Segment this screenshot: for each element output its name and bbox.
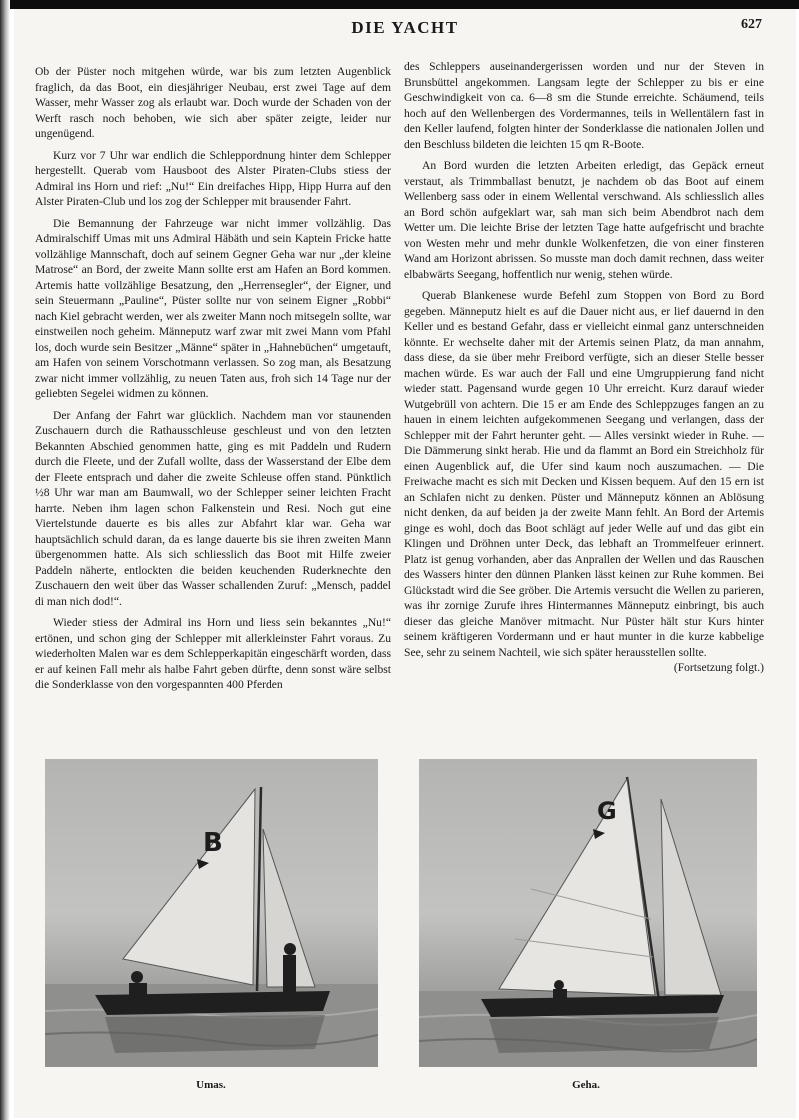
paragraph: Querab Blankenese wurde Befehl zum Stoppen von Bord zu Bord gegeben. Männeputz hielt es auf die Dauer nicht aus, er lief dauernd in den Keller und es bestand Gefahr, dass er vielleicht einmal ganz unterschneiden könnte. Er wechselte daher mit der Artemis seinen Platz, da man annahm, dass diese, da sie über mehr Freibord verfügte, sich an dieser Stelle besser machen würde. Es war auch der Fall und eine Umgruppierung fand nicht wieder statt. Pagensand wurde gegen 10 Uhr erreicht. Kurz darauf wieder Wutgebrüll von achtern. Die 15 er am Ende des Schleppzuges fangen an zu hauen in einem leichten aufgekommenen Seegang und verlangen, dass der Schlepper mit der Fahrt herunter geht. — Alles versinkt wieder in Ruhe. — Die Dämmerung sinkt herab. Hie und da flammt an Bord ein Streichholz für einen Augenblick auf, die Ufer sind kaum noch auszumachen. — Die Freiwache macht es sich mit Decken und Kissen bequem. Auf den 15 ern ist an Schlafen nicht zu denken. Püster und Männeputz können an Ablösung nicht denken, da auf beiden ja der zweite Mann fehlt. An Bord der Artemis ginge es wohl, doch das Boot schlägt auf jeder Welle auf und das gibt ein Klingen und Dröhnen unter Deck, das lebhaft an Trommelfeuer erinnert. Platz ist genug vorhanden, aber das Anprallen der Wellen und das Rauschen des Wassers hinter den dünnen Planken lässt keinen zur Ruhe kommen. Bei Glückstadt wird die See gröber. Die Artemis versucht die Wellen zu parieren, was ihr zornige Zurufe ihres Hintermannes Männeputz einbringt, bis auch dieser das gleiche Manöver mitmacht. Nur Püster hält stur Kurs hinter seinem kräftigeren Vordermann und er haut munter in die kurze kabbelige See, sehr zu seinem Nachteil, wie sich später herausstellen sollte. [404, 289, 764, 659]
paragraph: Ob der Püster noch mitgehen würde, war bis zum letzten Augenblick fraglich, da das Boot, ein diesjähriger Neubau, erst zwei Tage auf dem Wasser, mehr Wasser zog als erlaubt war. Doch wurde der Schaden von der Werft rasch noch behoben, wie sich aber später zeigte, leider nur ungenügend. [35, 65, 391, 140]
paragraph: des Schleppers auseinandergerissen worden und nur der Steven in Brunsbüttel angekommen. Langsam legte der Schlepper zu bis er eine Geschwindigkeit von ca. 6—8 sm die Stunde erreichte. Schäumend, teils hoch auf den Wellenbergen des Vordermannes, teils in Wellentälern fast in den Keller laufend, folgten hinter der Sonderklasse die nationalen Jollen und den Beschluss bildeten die leichten 15 qm R-Boote. [404, 60, 764, 151]
sailboat-photo [45, 759, 378, 1067]
sail-letter: G [597, 797, 617, 825]
paragraph: An Bord wurden die letzten Arbeiten erledigt, das Gepäck erneut verstaut, als Trimmballast benutzt, je nachdem ob das Boot auf einem Wellenberg sass oder in einem Wellental verschwand. Als schliesslich alles an Bord schön aufgeklart war, sah man sich beim Abendbrot nach dem Wetter um. Die leichte Brise der letzten Tage hatte aufgefrischt und brachte von Westen mehr und mehr dunkle Wolkenfetzen, die von einer finsteren Wand am Horizont abrissen. So musste man doch damit rechnen, dass weiter elbabwärts Seegang, hoffentlich nur wenig, stehen würde. [404, 159, 764, 281]
paragraph: Der Anfang der Fahrt war glücklich. Nachdem man vor staunenden Zuschauern durch die Rathausschleuse geschleust und von den letzten Bekannten Abschied genommen hatte, ging es mit Paddeln und Rudern durch die Fleete, und der Zufall wollte, dass der Wasserstand der Elbe dem der Fleete entsprach und daher die zweite Schleuse offen stand. Pünktlich ½8 Uhr war man am Baumwall, wo der Schlepper seiner leichten Fracht harrte. Neben ihm lagen schon Falkenstein und Resi. Noch gut eine Viertelstunde dauerte es bis alles zur Abfahrt klar war. Geha war hauptsächlich schuld daran, da es lange dauerte bis sie ihren zweiten Mann übergenommen hatte. Als sich schliesslich das Boot mit Hilfe zweier Paddeln näherte, entlockten die beiden keuchenden Ruderknechte den Zuschauern den weit über das Wasser schallenden Zuruf: „Mensch, paddel di man nich dod!“. [35, 408, 391, 608]
sailboat-photo [419, 759, 757, 1067]
scan-top-border [0, 0, 799, 9]
continuation-note: (Fortsetzung folgt.) [673, 661, 764, 674]
paragraph: Wieder stiess der Admiral ins Horn und liess sein bekanntes „Nu!“ ertönen, und schon ging der Schlepper mit allerkleinster Fahrt voraus. Zu wiederholten Malen war es dem Schlepperkapitän eingeschärft worden, dass er auf keinen Fall mehr als halbe Fahrt geben dürfte, denn sonst wäre selbst die Sonderklasse von den vorgespannten 400 Pferden [35, 616, 391, 691]
article-column-left [35, 64, 391, 693]
photo-umas [45, 759, 378, 1067]
page-header-title: DIE YACHT [351, 18, 459, 37]
article-column-right [404, 59, 764, 676]
paragraph: Kurz vor 7 Uhr war endlich die Schleppordnung hinter dem Schlepper hergestellt. Querab vom Hausboot des Alster Piraten-Clubs stiess der Admiral ins Horn und rief: „Nu!“ Ein dreifaches Hipp, Hipp Hurra auf den Alster Piraten-Club und los zog der Schlepper mit brausender Fahrt. [35, 148, 391, 208]
paragraph: Die Bemannung der Fahrzeuge war nicht immer vollzählig. Das Admiralschiff Umas mit uns Admiral Häbäth und sein Kaptein Fricke hatte vollzählige Mannschaft, doch auf seinem Gegner Geha war nur „der kleine Matrose“ an Bord, der zweite Mann sollte erst am Hafen an Bord kommen. Artemis hatte vollzählige Besatzung, den „Herrensegler“, der Eigner, und sein Steuermann „Pauline“, Püster sollte nur von seinem Eigner „Robbi“ nach Kiel gebracht werden, wer als zweiter Mann noch mitsegeln sollte, war einstweilen noch geheim. Männeputz warf zwar mit zwei Mann vom Pfahl los, doch wurde sein Besitzer „Männe“ später in „Hahnebüchen“ umgetauft, am Hafen von seinem Vorschotmann verlassen. So zog man, als Besatzung zwar nicht immer vollzählig, zu neuen Taten aus, froh sich 14 Tage nur der geliebten Segelei widmen zu können. [35, 216, 391, 400]
magazine-page [14, 9, 796, 1118]
page-number: 627 [741, 17, 762, 32]
figure-caption: Geha. [572, 1079, 600, 1091]
sail-letter: B [203, 828, 223, 858]
photo-geha [419, 759, 757, 1067]
figure-caption: Umas. [196, 1079, 226, 1091]
scan-binding-edge [0, 0, 10, 1120]
